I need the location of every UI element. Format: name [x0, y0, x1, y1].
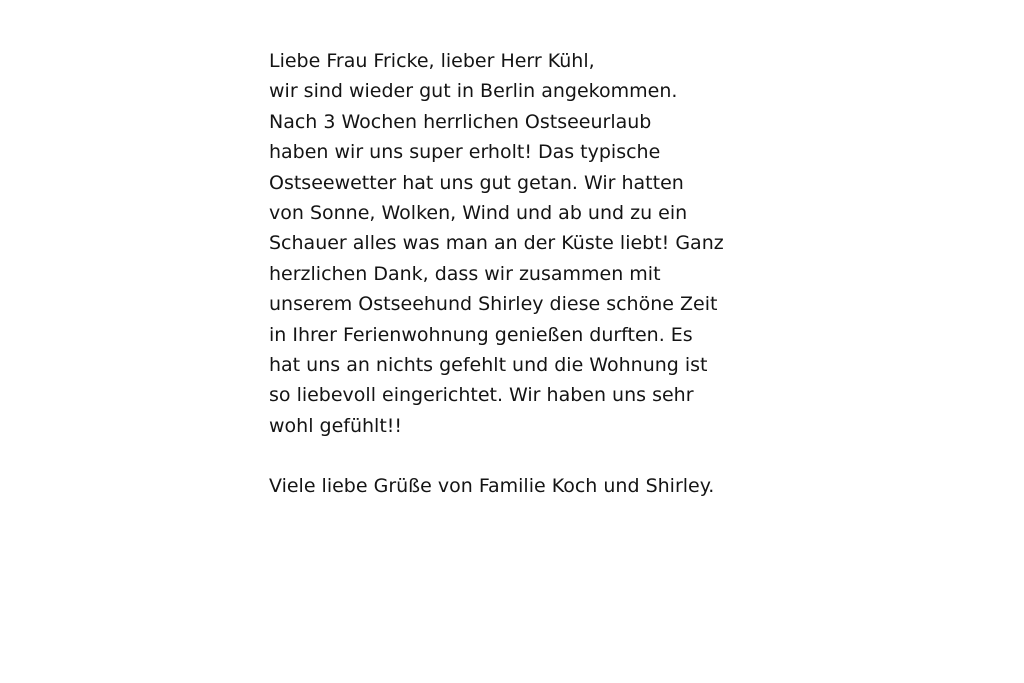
letter-line: in Ihrer Ferienwohnung genießen durften. Es [269, 323, 693, 346]
letter-line: Ostseewetter hat uns gut getan. Wir hatten [269, 171, 684, 194]
letter-line: Liebe Frau Fricke, lieber Herr Kühl, [269, 50, 595, 72]
letter-line: hat uns an nichts gefehlt und die Wohnung ist [269, 353, 708, 376]
letter-line: unserem Ostseehund Shirley diese schöne Zeit [269, 293, 718, 316]
paragraph-spacer [269, 441, 829, 471]
letter-line: wohl gefühlt!! [269, 414, 403, 437]
letter-line: Nach 3 Wochen herrlichen Ostseeurlaub [269, 110, 652, 133]
letter-line: herzlichen Dank, dass wir zusammen mit [269, 262, 661, 285]
letter-line: von Sonne, Wolken, Wind und ab und zu ein [269, 201, 688, 224]
letter-line: wir sind wieder gut in Berlin angekommen. [269, 80, 678, 103]
letter-line: haben wir uns super erholt! Das typische [269, 141, 661, 164]
letter-closing: Viele liebe Grüße von Familie Koch und Shirley. [269, 475, 715, 498]
letter-line: so liebevoll eingerichtet. Wir haben uns sehr [269, 384, 694, 407]
letter-line: Schauer alles was man an der Küste liebt! Ganz [269, 232, 724, 255]
letter-text [269, 46, 829, 502]
